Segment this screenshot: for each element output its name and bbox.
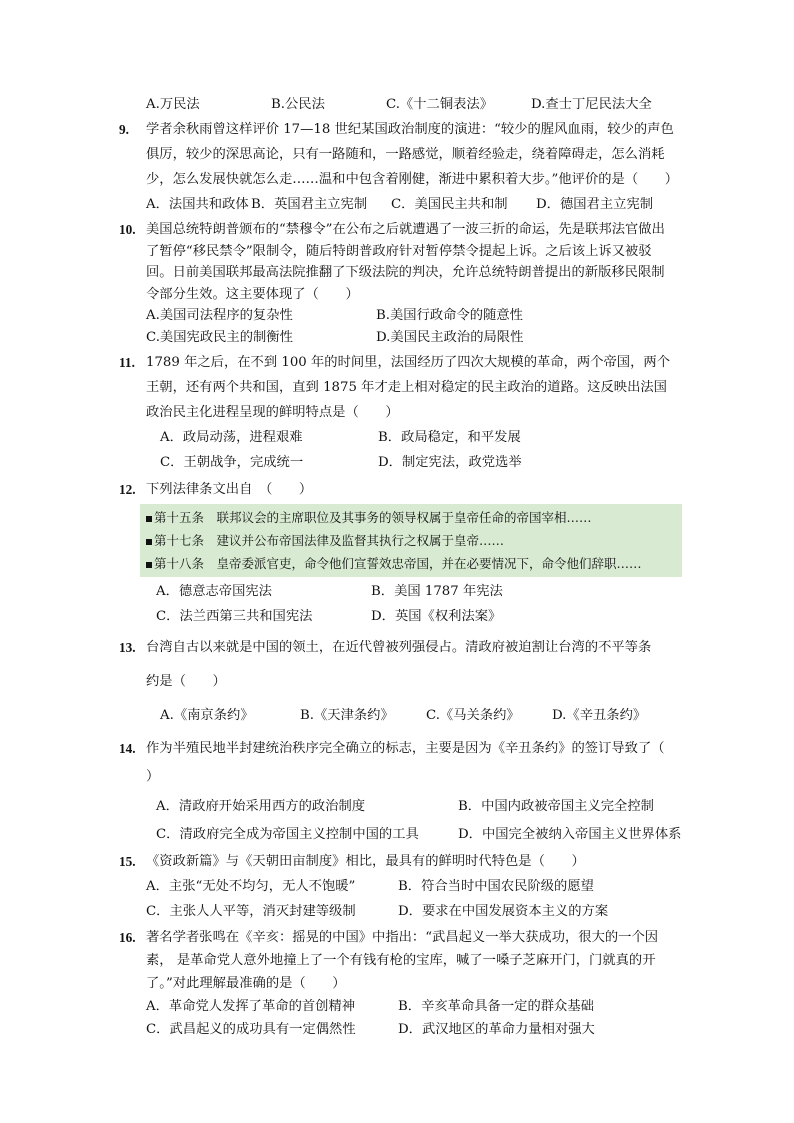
q8-option-d[interactable]: D.查士丁尼民法大全 — [531, 97, 652, 112]
q13-option-d[interactable]: D.《辛丑条约》 — [552, 708, 647, 723]
q13-options — [160, 699, 676, 733]
q15-option-a[interactable]: A．主张“无处不均匀，无人不饱暖” — [146, 879, 356, 894]
q11-options-row-1 — [160, 425, 676, 450]
question-15 — [119, 849, 676, 924]
q11-option-b[interactable]: B．政局稳定，和平发展 — [378, 430, 521, 445]
question-stem: 作为半殖民地半封建统治秩序完全确立的标志，主要是因为《辛丑条约》的签订导致了（ ） — [146, 741, 692, 784]
q11-options-row-2 — [160, 450, 676, 475]
question-number: 11. — [119, 355, 135, 370]
square-bullet-icon — [146, 562, 152, 568]
q16-option-b[interactable]: B．辛亥革命具备一定的群众基础 — [398, 999, 594, 1014]
question-13 — [119, 631, 676, 733]
q13-option-c[interactable]: C.《马关条约》 — [426, 708, 520, 723]
question-number: 15. — [119, 854, 136, 869]
q10-option-d[interactable]: D.美国民主政治的局限性 — [376, 329, 524, 345]
q12-option-d[interactable]: D．英国《权利法案》 — [371, 609, 502, 624]
question-number: 13. — [119, 640, 136, 655]
q11-option-c[interactable]: C．王朝战争，完成统一 — [160, 455, 304, 470]
q8-option-a[interactable]: A.万民法 — [146, 97, 200, 112]
q10-option-b[interactable]: B.美国行政命令的随意性 — [376, 308, 523, 323]
q16-options-row-1 — [146, 995, 676, 1018]
question-number: 12. — [119, 482, 136, 497]
q14-option-c[interactable]: C．清政府完全成为帝国主义控制中国的工具 — [156, 827, 419, 842]
q13-option-a[interactable]: A.《南京条约》 — [160, 708, 254, 723]
question-number: 14. — [119, 741, 136, 756]
q12-option-b[interactable]: B．美国 1787 年宪法 — [371, 584, 503, 599]
q12-options-row-1 — [156, 579, 676, 604]
q11-option-d[interactable]: D．制定宪法，政党选举 — [378, 455, 522, 470]
q12-options-row-2 — [156, 604, 676, 629]
law-article-text: 第十五条 联邦议会的主席职位及其事务的领导权属于皇帝任命的帝国宰相…… — [154, 510, 592, 525]
q16-options-row-2 — [146, 1018, 676, 1041]
q13-option-b[interactable]: B.《天津条约》 — [300, 708, 394, 723]
law-excerpt-box — [140, 504, 682, 577]
q16-option-d[interactable]: D．武汉地区的革命力量相对强大 — [398, 1022, 595, 1037]
q8-option-b[interactable]: B.公民法 — [271, 97, 325, 112]
q16-option-a[interactable]: A．革命党人发挥了革命的首创精神 — [146, 999, 356, 1014]
q9-option-c[interactable]: C．美国民主共和制 — [391, 197, 508, 212]
question-stem: 美国总统特朗普颁布的“禁穆令”在公布之后就遭遇了一波三折的命运，先是联邦法官做出了暂停“移民禁令”限制令，随后特朗普政府针对暂停禁令提起上诉。之后该上诉又被驳回。日前美国联邦最高法院推翻了下级法院的判决，允许总统特朗普提出的新版移民限制令部分生效。这主要体现了（ ） — [146, 222, 665, 302]
question-number: 10. — [119, 222, 136, 237]
question-12 — [119, 477, 676, 629]
question-number: 9. — [119, 122, 129, 137]
q12-option-a[interactable]: A．德意志帝国宪法 — [156, 584, 272, 599]
q14-option-b[interactable]: B．中国内政被帝国主义完全控制 — [458, 799, 654, 814]
square-bullet-icon — [146, 539, 152, 545]
q14-options-row-1 — [156, 793, 676, 821]
question-16 — [119, 926, 676, 1041]
question-number: 16. — [119, 930, 136, 945]
q14-option-d[interactable]: D．中国完全被纳入帝国主义世界体系 — [458, 827, 682, 842]
law-article-15 — [146, 506, 676, 529]
question-stem: 著名学者张鸣在《辛亥：摇晃的中国》中指出：“武昌起义一举大获成功，很大的一个因素， 是革命党人意外地撞上了一个有钱有枪的宝库，喊了一嗓子芝麻开门，门就真的开了。”对此理解最准确的是（ ） — [146, 930, 659, 991]
q15-option-b[interactable]: B．符合当时中国农民阶级的愿望 — [398, 879, 594, 894]
q14-option-a[interactable]: A．清政府开始采用西方的政治制度 — [156, 799, 366, 814]
law-article-17 — [146, 529, 676, 552]
q15-option-c[interactable]: C．主张人人平等，消灭封建等级制 — [146, 904, 356, 919]
question-stem: 1789 年之后，在不到 100 年的时间里，法国经历了四次大规模的革命，两个帝国，两个王朝，还有两个共和国，直到 1875 年才走上相对稳定的民主政治的道路。这反映出法国政治民主化进程呈现的鲜明特点是（ ） — [146, 355, 670, 420]
q15-options-row-2 — [146, 899, 676, 924]
law-article-text: 第十七条 建议并公布帝国法律及监督其执行之权属于皇帝…… — [154, 533, 505, 548]
q16-option-c[interactable]: C．武昌起义的成功具有一定偶然性 — [146, 1022, 356, 1037]
q9-option-b[interactable]: B．英国君主立宪制 — [251, 197, 368, 212]
q12-option-c[interactable]: C．法兰西第三共和国宪法 — [156, 609, 313, 624]
question-9 — [119, 117, 679, 217]
law-article-18 — [146, 552, 676, 575]
q8-options — [146, 93, 676, 117]
q10-option-a[interactable]: A.美国司法程序的复杂性 — [146, 308, 293, 323]
square-bullet-icon — [146, 516, 152, 522]
q15-options-row-1 — [146, 874, 676, 899]
q10-options-row-2 — [146, 327, 676, 349]
q15-option-d[interactable]: D．要求在中国发展资本主义的方案 — [398, 904, 609, 919]
q9-option-d[interactable]: D．德国君主立宪制 — [536, 197, 654, 212]
q10-options-row-1 — [146, 305, 676, 327]
q11-option-a[interactable]: A．政局动荡，进程艰难 — [160, 430, 303, 445]
q14-options-row-2 — [156, 821, 682, 849]
question-14 — [119, 735, 692, 849]
law-article-text: 第十八条 皇帝委派官吏，命令他们宣誓效忠帝国，并在必要情况下，命令他们辞职…… — [154, 556, 642, 571]
q9-options — [146, 192, 676, 217]
question-stem-line-1: 台湾自古以来就是中国的领土，在近代曾被列强侵占。清政府被迫割让台湾的不平等条 — [146, 640, 652, 655]
question-10 — [119, 219, 676, 348]
question-stem: 学者余秋雨曾这样评价 17—18 世纪某国政治制度的演进：“较少的腥风血雨，较少的声色俱厉，较少的深思高论，只有一路随和，一路感觉，顺着经验走，绕着障碍走，怎么消耗少，怎么发展快就怎么走……温和中包含着刚健，渐进中累积着大步。”他评价的是（ ） — [146, 122, 679, 187]
question-stem: 下列法律条文出自 （ ） — [146, 482, 313, 497]
question-stem-line-2: 约是（ ） — [146, 674, 226, 689]
q9-option-a[interactable]: A．法国共和政体 — [146, 197, 249, 212]
question-stem: 《资政新篇》与《天朝田亩制度》相比，最具有的鲜明时代特色是（ ） — [146, 854, 585, 869]
q10-option-c[interactable]: C.美国宪政民主的制衡性 — [146, 329, 293, 345]
question-11 — [119, 350, 676, 475]
q8-option-c[interactable]: C.《十二铜表法》 — [386, 97, 494, 112]
